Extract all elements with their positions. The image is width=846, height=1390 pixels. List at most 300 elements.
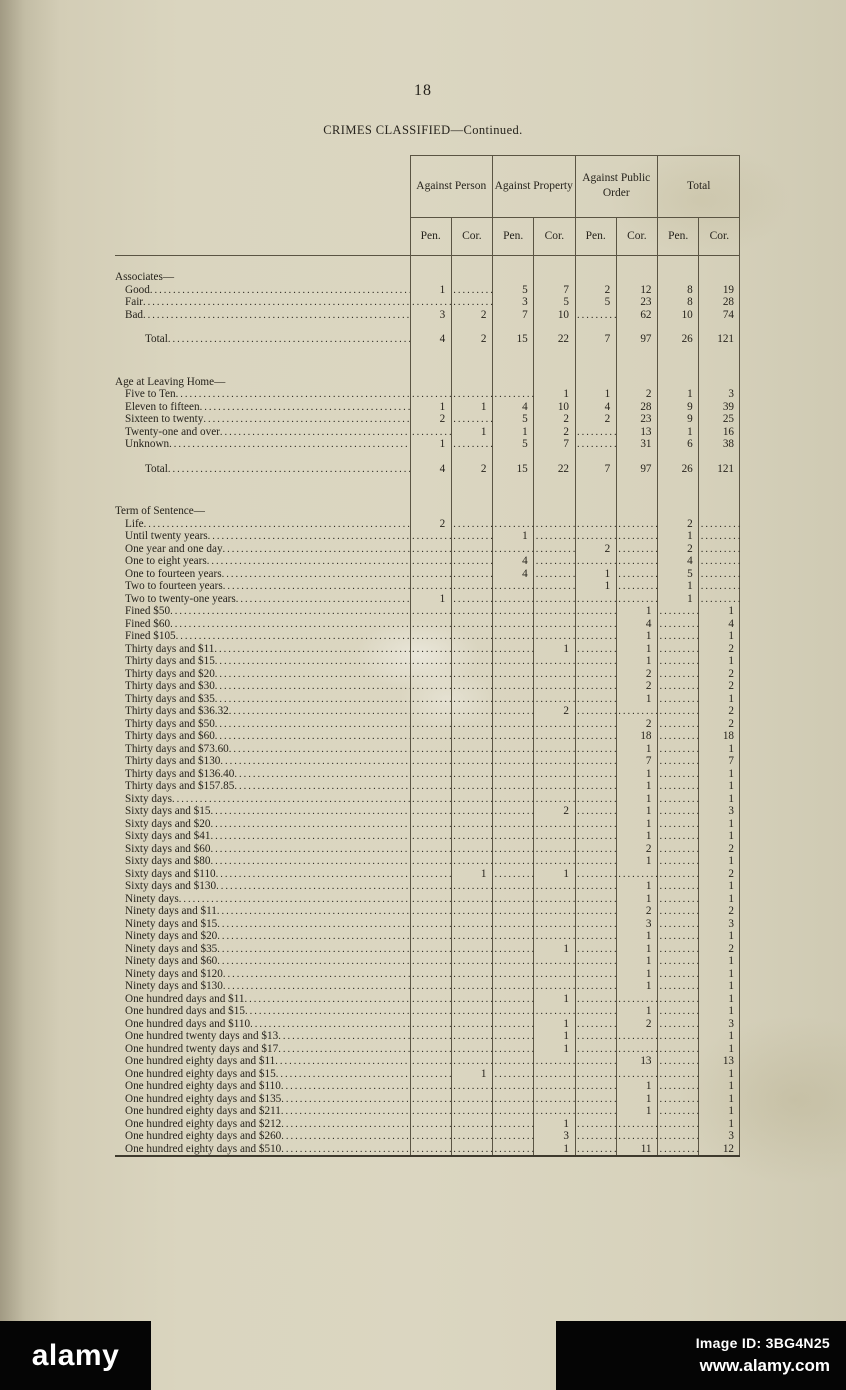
cell: 2 [728, 642, 734, 655]
cell [451, 830, 492, 843]
cell: 13 [640, 425, 652, 438]
row-label-cell [115, 830, 410, 843]
cell [658, 943, 699, 956]
cell: 121 [717, 462, 734, 475]
subcol-pen: Pen. [420, 230, 441, 242]
cell [699, 505, 740, 518]
row-label-cell [115, 463, 410, 476]
cell [410, 1143, 451, 1156]
cell [575, 593, 616, 606]
cell: 1 [645, 805, 652, 817]
subcol-cor: Cor. [462, 230, 482, 242]
row-label-cell [115, 705, 410, 718]
row-label-cell [115, 271, 410, 284]
subcol-cor: Cor. [544, 230, 565, 242]
cell: 1 [645, 630, 652, 642]
cell [410, 943, 451, 956]
spacer-row [115, 451, 740, 463]
spacer-row [115, 321, 740, 333]
cell [410, 905, 451, 918]
cell: 12 [640, 283, 652, 296]
cell [575, 1030, 616, 1043]
cell: 2 [728, 667, 734, 680]
cell [534, 843, 575, 856]
row-label-cell [115, 426, 410, 439]
spacer-row [115, 489, 740, 505]
dot-leader [215, 693, 410, 706]
cell: 4 [687, 555, 693, 567]
cell: 7 [728, 755, 734, 767]
table-row [115, 401, 740, 414]
cell: 15 [516, 462, 528, 475]
row-label: One hundred twenty days and $17 [125, 1042, 279, 1055]
row-label-cell [115, 401, 410, 414]
dot-leader [281, 1130, 410, 1143]
cell [575, 855, 616, 868]
row-label-cell [115, 643, 410, 656]
cell: 2 [728, 842, 734, 855]
cell [410, 705, 451, 718]
table-row [115, 543, 740, 556]
cell [534, 930, 575, 943]
cell [534, 818, 575, 831]
dot-leader [172, 793, 410, 806]
dot-leader [222, 568, 410, 581]
row-label-cell [115, 543, 410, 556]
cell: 13 [640, 1055, 652, 1067]
cell: 23 [640, 296, 652, 308]
row-label-cell [115, 693, 410, 706]
cell: 1 [645, 742, 652, 755]
cell [534, 655, 575, 668]
cell: 1 [480, 867, 487, 880]
cell [451, 905, 492, 918]
cell: 4 [728, 617, 734, 630]
cell [451, 930, 492, 943]
row-label: Thirty days and $136.40 [125, 767, 235, 780]
table-row [115, 605, 740, 618]
col-group-against-person: Against Person [416, 179, 487, 192]
cell [410, 930, 451, 943]
cell: 1 [563, 942, 569, 955]
cell [410, 680, 451, 693]
row-label-cell [115, 793, 410, 806]
cell: 13 [722, 1055, 734, 1067]
row-label-cell [115, 943, 410, 956]
row-label: One hundred twenty days and $13 [125, 1030, 279, 1042]
cell [493, 755, 534, 768]
cell [493, 893, 534, 906]
dot-leader [281, 1093, 410, 1106]
cell [493, 1005, 534, 1018]
cell [616, 593, 657, 606]
cell [451, 643, 492, 656]
row-label-cell [115, 805, 410, 818]
cell: 3 [728, 388, 734, 400]
cell: 1 [687, 530, 693, 542]
cell [410, 568, 451, 581]
dot-leader [176, 388, 410, 401]
cell: 3 [728, 917, 734, 930]
cell [410, 855, 451, 868]
cell [410, 1105, 451, 1118]
cell [451, 413, 492, 426]
cell: 1 [728, 855, 734, 867]
cell [451, 780, 492, 793]
page-title: CRIMES CLASSIFIED—Continued. [323, 123, 523, 137]
table-row [115, 413, 740, 426]
cell: 4 [522, 567, 528, 580]
cell [575, 880, 616, 893]
cell: 1 [645, 930, 652, 942]
dot-leader [216, 868, 410, 881]
table-row [115, 893, 740, 906]
cell: 2 [439, 413, 446, 425]
cell: 1 [563, 388, 569, 400]
cell [658, 1143, 699, 1156]
cell [451, 980, 492, 993]
cell: 1 [645, 780, 652, 792]
cell [410, 980, 451, 993]
table-row [115, 376, 740, 389]
table-row [115, 630, 740, 643]
cell [451, 271, 492, 284]
cell [493, 693, 534, 706]
cell: 38 [722, 438, 734, 450]
cell [493, 518, 534, 531]
cell: 5 [522, 413, 528, 425]
cell: 1 [645, 880, 652, 892]
cell [575, 718, 616, 731]
row-label: Two to fourteen years [125, 580, 223, 592]
cell: 10 [557, 308, 569, 321]
cell: 2 [604, 542, 611, 555]
cell [658, 905, 699, 918]
dot-leader [234, 780, 410, 793]
cell [658, 1068, 699, 1081]
row-label-cell [115, 1143, 410, 1156]
cell [451, 580, 492, 593]
cell [534, 755, 575, 768]
row-label: Thirty days and $30 [125, 680, 215, 692]
cell: 9 [687, 413, 693, 425]
cell: 2 [728, 867, 734, 880]
dot-leader [210, 843, 410, 856]
table-row [115, 718, 740, 731]
row-label: Thirty days and $50 [125, 717, 215, 730]
cell [451, 818, 492, 831]
row-label-cell [115, 1118, 410, 1131]
cell: 97 [640, 333, 652, 345]
cell: 1 [728, 892, 734, 905]
table-row [115, 463, 740, 476]
cell: 25 [722, 413, 734, 425]
cell [451, 768, 492, 781]
cell: 2 [563, 705, 569, 717]
cell [534, 555, 575, 568]
dot-leader [217, 955, 410, 968]
table-row [115, 1118, 740, 1131]
cell [616, 1118, 657, 1131]
cell: 3 [563, 1130, 569, 1142]
cell [616, 543, 657, 556]
cell: 2 [728, 705, 734, 717]
cell: 1 [645, 817, 652, 830]
cell: 4 [522, 555, 528, 567]
cell [575, 930, 616, 943]
row-label: Fined $60 [125, 617, 171, 630]
cell: 1 [522, 530, 528, 542]
cell: 9 [687, 400, 693, 413]
cell [575, 993, 616, 1006]
row-label-cell [115, 1080, 410, 1093]
table-row [115, 780, 740, 793]
cell: 1 [645, 655, 652, 667]
cell: 1 [645, 942, 652, 955]
row-label: Sixty days [125, 792, 172, 805]
dot-leader [215, 730, 410, 743]
cell [493, 580, 534, 593]
cell [534, 830, 575, 843]
cell: 1 [563, 1017, 569, 1030]
cell: 1 [439, 400, 446, 413]
cell [451, 943, 492, 956]
cell: 1 [728, 1080, 734, 1092]
row-label: One hundred days and $11 [125, 992, 245, 1005]
cell [575, 530, 616, 543]
row-label-cell [115, 605, 410, 618]
cell [451, 743, 492, 756]
cell [616, 568, 657, 581]
row-label: One to eight years [125, 555, 207, 567]
row-label-cell [115, 955, 410, 968]
cell [410, 643, 451, 656]
table-row [115, 426, 740, 439]
cell [575, 980, 616, 993]
cell [534, 780, 575, 793]
cell [410, 505, 451, 518]
cell: 1 [645, 955, 652, 967]
cell: 2 [645, 842, 652, 855]
cell [575, 426, 616, 439]
cell [616, 705, 657, 718]
cell: 7 [563, 283, 569, 296]
dot-leader [170, 618, 410, 631]
row-label: One hundred days and $110 [125, 1017, 251, 1030]
row-label: Sixty days and $20 [125, 817, 211, 830]
row-label: Until twenty years [125, 530, 208, 542]
cell [616, 505, 657, 518]
dot-leader [210, 830, 410, 843]
row-label: One hundred days and $15 [125, 1005, 245, 1017]
cell [451, 680, 492, 693]
cell [575, 730, 616, 743]
cell: 97 [640, 462, 652, 475]
cell [658, 630, 699, 643]
row-label: Associates— [115, 271, 175, 283]
cell: 2 [645, 1017, 652, 1030]
cell [616, 530, 657, 543]
cell [451, 793, 492, 806]
cell: 1 [687, 580, 693, 592]
dot-leader [281, 1105, 410, 1118]
cell [451, 755, 492, 768]
row-label: Ninety days [125, 892, 179, 905]
row-label-cell [115, 630, 410, 643]
cell: 1 [728, 630, 734, 642]
cell [575, 1143, 616, 1156]
cell [410, 830, 451, 843]
cell: 7 [522, 308, 528, 321]
table-header-subcolumns [115, 217, 740, 255]
dot-leader [275, 1055, 410, 1068]
cell [658, 376, 699, 389]
table-row [115, 1068, 740, 1081]
row-label-cell [115, 284, 410, 297]
cell [575, 618, 616, 631]
cell: 2 [604, 283, 611, 296]
cell [575, 376, 616, 389]
cell: 1 [728, 980, 734, 992]
cell [534, 1068, 575, 1081]
cell [575, 693, 616, 706]
cell [658, 880, 699, 893]
cell: 121 [717, 333, 734, 345]
cell: 1 [728, 955, 734, 967]
dot-leader [207, 555, 410, 568]
cell: 28 [722, 296, 734, 308]
cell [534, 271, 575, 284]
cell [410, 918, 451, 931]
cell: 18 [722, 730, 734, 742]
cell: 1 [563, 1142, 569, 1155]
table-row [115, 830, 740, 843]
cell [493, 793, 534, 806]
dot-leader [223, 543, 410, 556]
dot-leader [281, 1080, 410, 1093]
cell [410, 426, 451, 439]
cell: 1 [645, 1092, 652, 1105]
cell [575, 1005, 616, 1018]
cell [451, 668, 492, 681]
row-label: Sixty days and $15 [125, 805, 211, 817]
cell [451, 1093, 492, 1106]
cell [699, 543, 740, 556]
cell: 7 [645, 755, 652, 767]
row-label: Thirty days and $36.32 [125, 705, 229, 717]
table-row [115, 593, 740, 606]
row-label: Bad [125, 308, 144, 321]
cell [534, 793, 575, 806]
table-row [115, 296, 740, 309]
row-label: Life [125, 517, 144, 530]
cell: 1 [645, 1080, 652, 1092]
cell [493, 1093, 534, 1106]
cell [616, 993, 657, 1006]
subcol-pen: Pen. [585, 230, 606, 242]
cell [451, 805, 492, 818]
cell: 1 [645, 692, 652, 705]
cell [493, 1018, 534, 1031]
dot-leader [210, 805, 410, 818]
cell: 1 [563, 1042, 569, 1055]
cell: 26 [681, 462, 693, 475]
spacer-row [115, 475, 740, 489]
cell [410, 968, 451, 981]
cell [534, 543, 575, 556]
cell [658, 855, 699, 868]
cell [575, 1018, 616, 1031]
cell: 1 [728, 1005, 734, 1017]
cell: 1 [728, 1042, 734, 1055]
cell: 2 [480, 333, 487, 345]
row-label-cell [115, 618, 410, 631]
cell [699, 593, 740, 606]
cell [451, 1030, 492, 1043]
row-label-cell [115, 880, 410, 893]
table-row [115, 868, 740, 881]
row-label: One hundred eighty days and $260 [125, 1130, 282, 1142]
dot-leader [169, 438, 410, 451]
cell [534, 605, 575, 618]
cell [575, 630, 616, 643]
cell [658, 605, 699, 618]
cell [658, 830, 699, 843]
table-row [115, 530, 740, 543]
table-row [115, 1143, 740, 1156]
cell [410, 1093, 451, 1106]
table-row [115, 930, 740, 943]
row-label-cell [115, 905, 410, 918]
cell: 1 [480, 400, 487, 413]
row-label: Ninety days and $15 [125, 917, 218, 930]
table-body [115, 255, 740, 1155]
cell [451, 1118, 492, 1131]
cell [410, 768, 451, 781]
cell [534, 905, 575, 918]
cell [699, 530, 740, 543]
row-label: One hundred eighty days and $11 [125, 1055, 276, 1067]
cell [451, 605, 492, 618]
cell [451, 630, 492, 643]
row-label: One hundred eighty days and $212 [125, 1117, 282, 1130]
cell [534, 855, 575, 868]
table-row [115, 680, 740, 693]
row-label-cell [115, 1005, 410, 1018]
table-row [115, 518, 740, 531]
row-label-cell [115, 1030, 410, 1043]
row-label-cell [115, 980, 410, 993]
row-label: One hundred eighty days and $510 [125, 1142, 282, 1155]
cell: 4 [522, 400, 528, 413]
header-spacer [115, 217, 410, 255]
cell: 1 [645, 767, 652, 780]
row-label-cell [115, 768, 410, 781]
cell: 1 [728, 1117, 734, 1130]
dot-leader [210, 855, 410, 868]
row-label: Eleven to fifteen [125, 400, 200, 413]
cell [534, 730, 575, 743]
cell [410, 271, 451, 284]
cell [493, 743, 534, 756]
cell [575, 830, 616, 843]
cell [410, 1080, 451, 1093]
row-label-cell [115, 1043, 410, 1056]
cell [410, 1068, 451, 1081]
cell [534, 593, 575, 606]
cell: 1 [728, 880, 734, 892]
cell [699, 568, 740, 581]
